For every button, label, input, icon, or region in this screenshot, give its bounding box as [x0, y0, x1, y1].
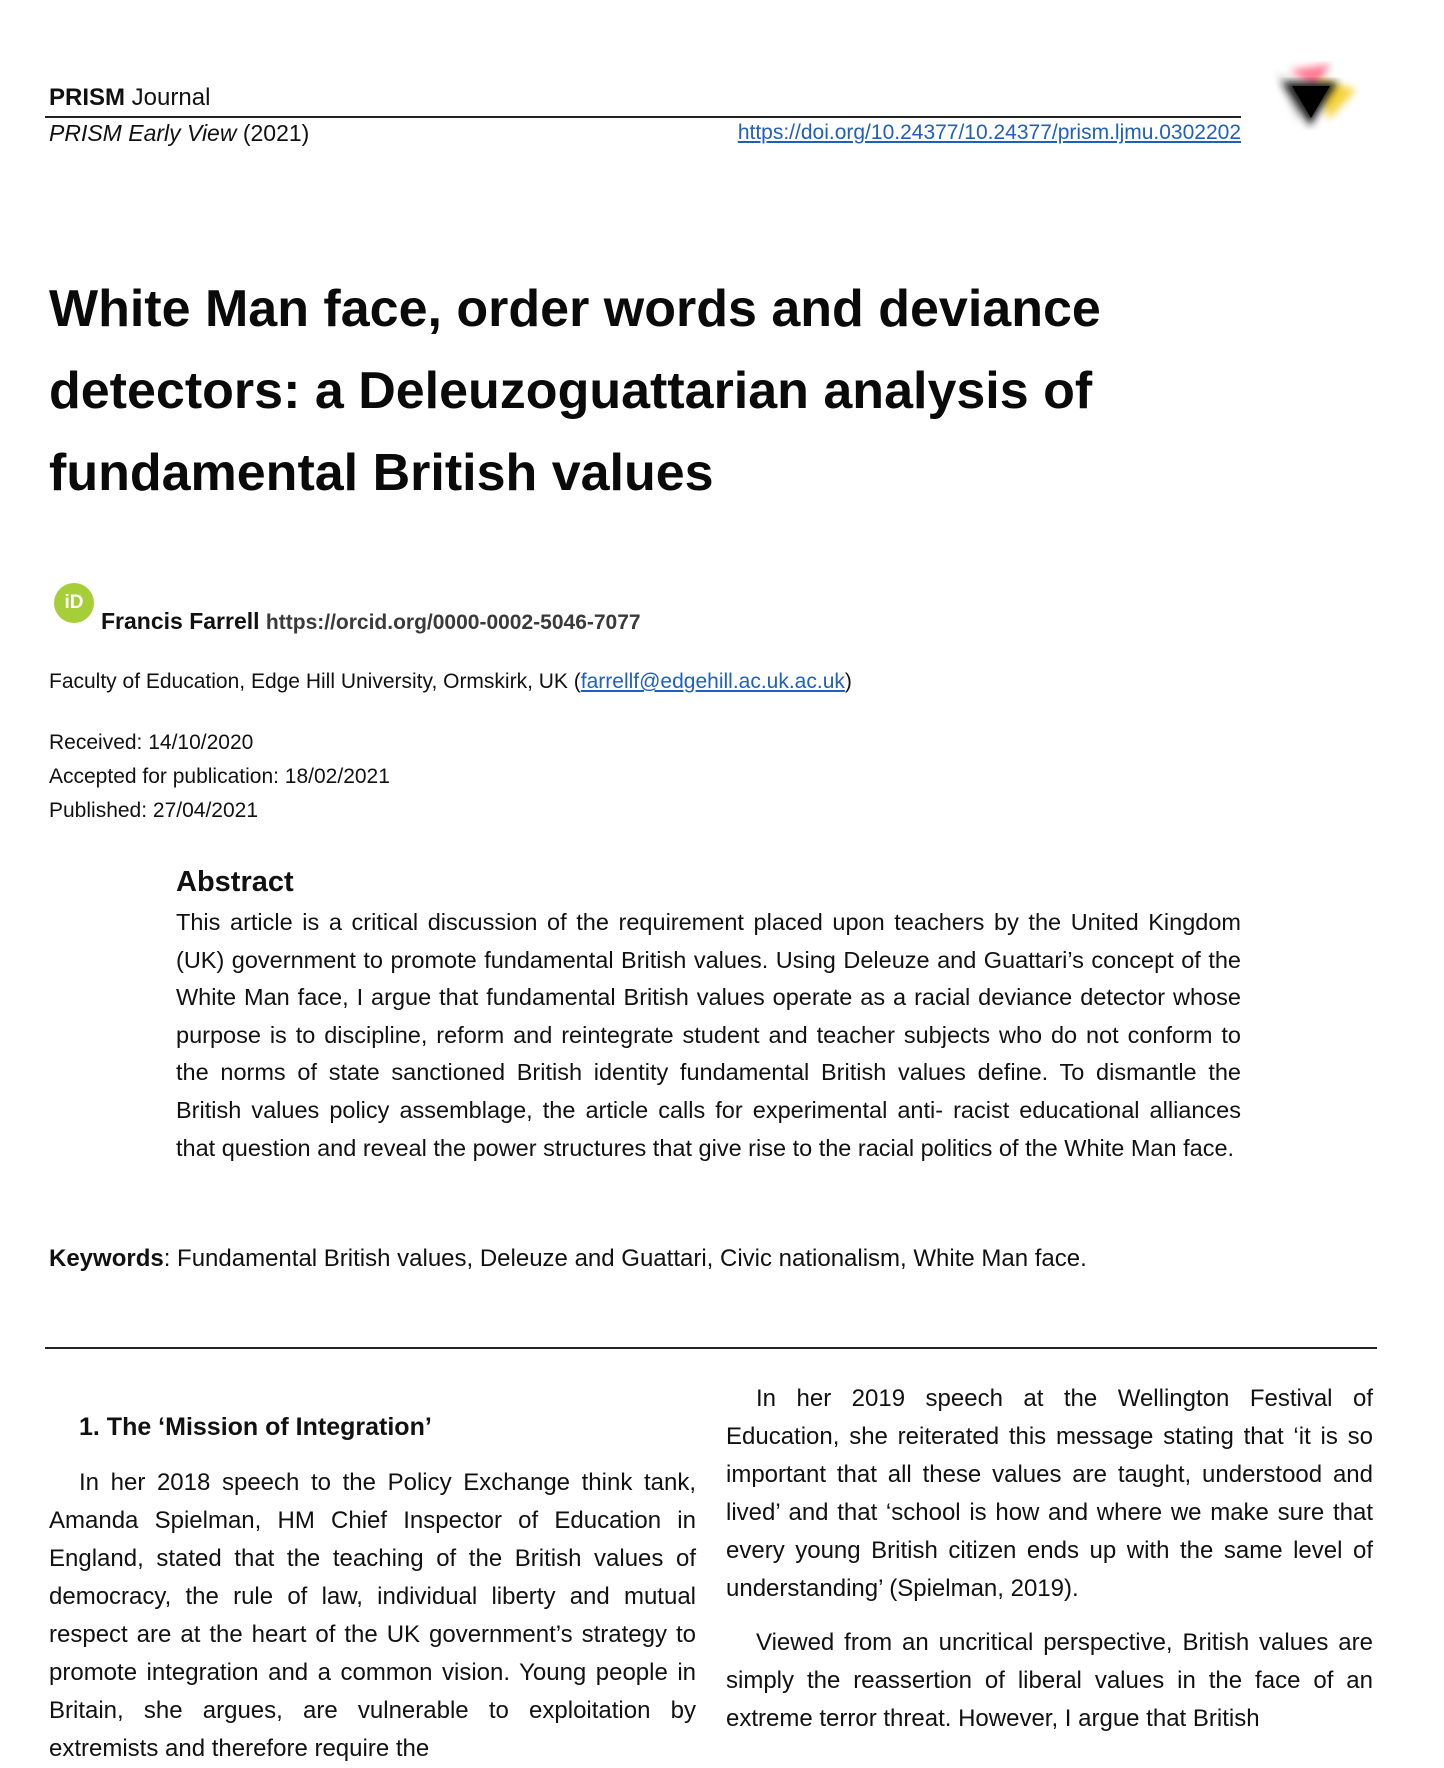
received-date: Received: 14/10/2020 — [49, 731, 254, 754]
affiliation-text: Faculty of Education, Edge Hill University, Ormskirk, UK ( — [49, 670, 581, 693]
journal-name — [49, 84, 210, 112]
accepted-date: Accepted for publication: 18/02/2021 — [49, 765, 390, 788]
author-line — [101, 608, 641, 635]
journal-name-bold: PRISM — [49, 84, 126, 111]
affiliation — [49, 670, 852, 694]
affiliation-close: ) — [844, 670, 852, 693]
doi-link[interactable]: https://doi.org/10.24377/10.24377/prism.ljmu.0302202 — [737, 121, 1241, 144]
abstract-heading: Abstract — [176, 866, 294, 898]
journal-name-rest: Journal — [125, 84, 211, 111]
early-view-italic: PRISM Early View — [49, 120, 237, 146]
right-column — [726, 1380, 1373, 1738]
keywords-label: Keywords — [49, 1245, 164, 1272]
section-heading: 1. The ‘Mission of Integration’ — [79, 1413, 432, 1441]
early-view-label — [49, 120, 309, 147]
orcid-icon[interactable]: iD — [54, 583, 94, 623]
keywords — [49, 1245, 1087, 1273]
author-email-link[interactable]: farrellf@edgehill.ac.uk.ac.uk — [580, 670, 845, 693]
left-column — [49, 1380, 696, 1768]
author-name: Francis Farrell — [101, 608, 260, 634]
body-paragraph: In her 2019 speech at the Wellington Festival of Education, she reiterated this message stating that ‘it is so important that all these values are taught, understood and lived’ and that ‘school is how and where we make sure that every young British citizen ends up with the same level of understanding’ (Spielman, 2019). — [726, 1385, 1373, 1602]
published-date: Published: 27/04/2021 — [49, 799, 259, 822]
publication-dates — [49, 726, 390, 828]
header-divider — [45, 116, 1241, 118]
body-paragraph: In her 2018 speech to the Policy Exchange think tank, Amanda Spielman, HM Chief Inspector of Education in England, stated that the teaching of the British values of democracy, the rule of law, individual liberty and mutual respect are at the heart of the UK government’s strategy to promote integration and a common vision. Young people in Britain, she argues, are vulnerable to exploitation by extremists and therefore require the — [49, 1469, 696, 1762]
abstract-body: This article is a critical discussion of the requirement placed upon teachers by the United Kingdom (UK) government to promote fundamental British values. Using Deleuze and Guattari’s concept of the White Man face, I argue that fundamental British values operate as a racial deviance detector whose purpose is to discipline, reform and reintegrate student and teacher subjects who do not conform to the norms of state sanctioned British identity fundamental British values define. To dismantle the British values policy assemblage, the article calls for experimental anti- racist educational alliances that question and reveal the power structures that give rise to the racial politics of the White Man face. — [176, 909, 1241, 1161]
early-view-year: (2021) — [236, 120, 310, 146]
keywords-text: : Fundamental British values, Deleuze and Guattari, Civic nationalism, White Man face. — [163, 1245, 1087, 1272]
body-paragraph: Viewed from an uncritical perspective, British values are simply the reassertion of liberal values in the face of an extreme terror threat. However, I argue that British — [726, 1629, 1373, 1732]
article-title: White Man face, order words and deviance detectors: a Deleuzoguattarian analysis of fundamental British values — [49, 280, 1101, 502]
section-divider — [45, 1347, 1377, 1349]
orcid-url[interactable]: https://orcid.org/0000-0002-5046-7077 — [265, 611, 641, 634]
prism-logo-icon — [1268, 60, 1360, 142]
